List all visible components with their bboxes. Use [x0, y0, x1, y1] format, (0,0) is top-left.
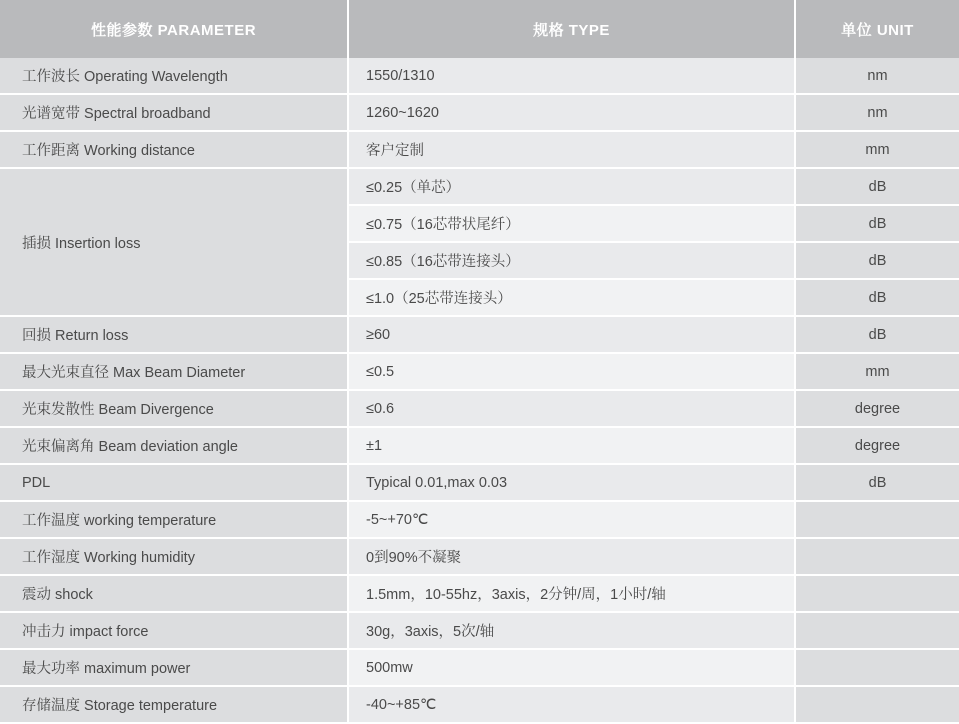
cell-parameter: 工作湿度 Working humidity	[0, 538, 348, 575]
table-row	[0, 612, 959, 649]
cell-unit	[795, 575, 959, 612]
cell-type: ≤0.75（16芯带状尾纤）	[348, 205, 795, 242]
cell-unit	[795, 538, 959, 575]
table-row	[0, 464, 959, 501]
table-row	[0, 686, 959, 723]
table-row	[0, 427, 959, 464]
cell-type: 1550/1310	[348, 58, 795, 94]
cell-type: 1260~1620	[348, 94, 795, 131]
cell-parameter-insertion-loss: 插损 Insertion loss	[0, 168, 348, 316]
table-row	[0, 575, 959, 612]
cell-parameter: 最大光束直径 Max Beam Diameter	[0, 353, 348, 390]
header-parameter: 性能参数 PARAMETER	[0, 0, 348, 58]
cell-unit	[795, 649, 959, 686]
cell-unit: dB	[795, 242, 959, 279]
cell-unit: dB	[795, 205, 959, 242]
cell-parameter: 存储温度 Storage temperature	[0, 686, 348, 723]
header-type: 规格 TYPE	[348, 0, 795, 58]
cell-unit: mm	[795, 353, 959, 390]
cell-type: 500mw	[348, 649, 795, 686]
cell-type: -40~+85℃	[348, 686, 795, 723]
cell-unit: nm	[795, 94, 959, 131]
cell-type: Typical 0.01,max 0.03	[348, 464, 795, 501]
cell-type: ≤0.5	[348, 353, 795, 390]
cell-unit: degree	[795, 390, 959, 427]
cell-parameter: 冲击力 impact force	[0, 612, 348, 649]
cell-parameter: 工作温度 working temperature	[0, 501, 348, 538]
cell-parameter: 震动 shock	[0, 575, 348, 612]
cell-parameter: 工作距离 Working distance	[0, 131, 348, 168]
cell-type: 0到90%不凝聚	[348, 538, 795, 575]
table-row	[0, 649, 959, 686]
cell-unit: degree	[795, 427, 959, 464]
cell-parameter: 最大功率 maximum power	[0, 649, 348, 686]
cell-unit	[795, 686, 959, 723]
cell-unit: dB	[795, 168, 959, 205]
cell-parameter: 工作波长 Operating Wavelength	[0, 58, 348, 94]
cell-type: ±1	[348, 427, 795, 464]
cell-unit: dB	[795, 279, 959, 316]
cell-type: 30g，3axis，5次/轴	[348, 612, 795, 649]
cell-parameter: 回损 Return loss	[0, 316, 348, 353]
cell-parameter: 光谱宽带 Spectral broadband	[0, 94, 348, 131]
header-unit: 单位 UNIT	[795, 0, 959, 58]
cell-type: -5~+70℃	[348, 501, 795, 538]
table-row	[0, 353, 959, 390]
table-row	[0, 94, 959, 131]
cell-unit: dB	[795, 316, 959, 353]
cell-type: 1.5mm，10-55hz，3axis，2分钟/周，1小时/轴	[348, 575, 795, 612]
cell-parameter: 光束发散性 Beam Divergence	[0, 390, 348, 427]
cell-unit	[795, 501, 959, 538]
table-row	[0, 538, 959, 575]
table-row	[0, 501, 959, 538]
cell-unit	[795, 612, 959, 649]
table-row	[0, 58, 959, 94]
cell-unit: nm	[795, 58, 959, 94]
cell-type: ≤0.85（16芯带连接头）	[348, 242, 795, 279]
cell-type: ≥60	[348, 316, 795, 353]
cell-parameter: 光束偏离角 Beam deviation angle	[0, 427, 348, 464]
table-row	[0, 131, 959, 168]
table-header	[0, 0, 959, 58]
cell-type: 客户定制	[348, 131, 795, 168]
cell-unit: mm	[795, 131, 959, 168]
table-row	[0, 390, 959, 427]
table-header-row	[0, 0, 959, 58]
table-body	[0, 58, 959, 723]
cell-type: ≤0.25（单芯）	[348, 168, 795, 205]
table-row	[0, 168, 959, 205]
table-row	[0, 316, 959, 353]
cell-type: ≤0.6	[348, 390, 795, 427]
cell-unit: dB	[795, 464, 959, 501]
cell-type: ≤1.0（25芯带连接头）	[348, 279, 795, 316]
cell-parameter: PDL	[0, 464, 348, 501]
